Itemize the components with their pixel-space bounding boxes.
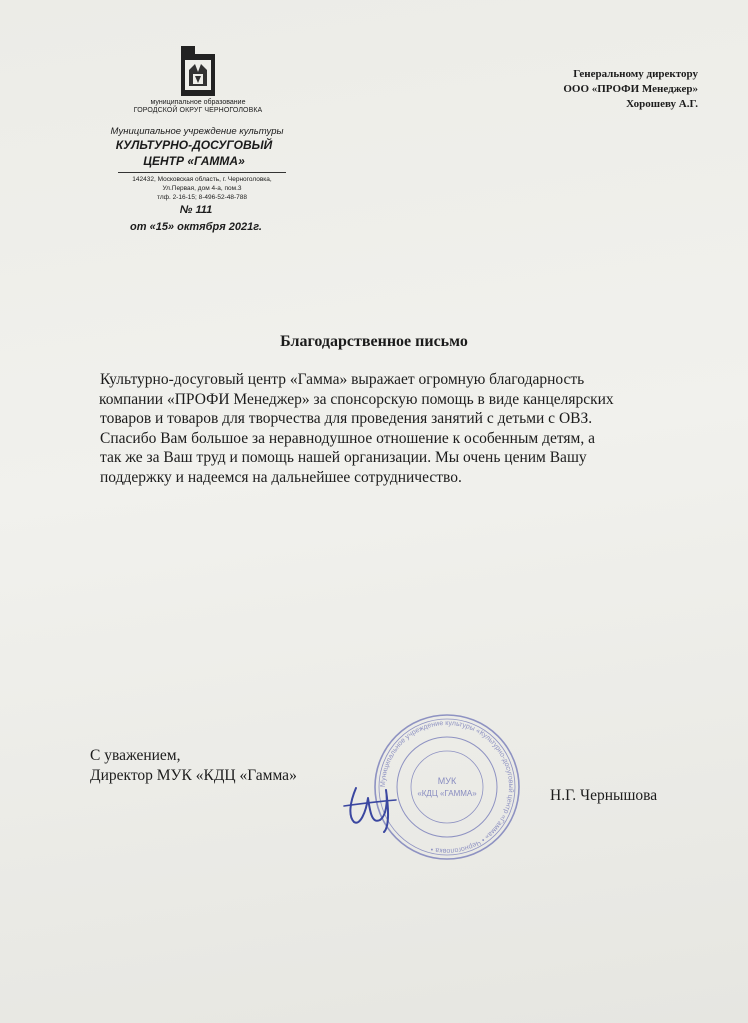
institution-name-line-2: ЦЕНТР «ГАММА» bbox=[143, 154, 245, 168]
signer-position: Директор МУК «КДЦ «Гамма» bbox=[90, 767, 297, 784]
stamp-center-line-2: «КДЦ «ГАММА» bbox=[417, 789, 477, 798]
document-number: № 111 bbox=[179, 204, 213, 216]
handwritten-signature bbox=[338, 776, 438, 834]
closing-regards: С уважением, bbox=[90, 747, 181, 764]
coat-of-arms-icon bbox=[181, 46, 215, 96]
addressee-line-3: Хорошеву А.Г. bbox=[626, 98, 698, 110]
stamp-center-line-1: МУК bbox=[437, 776, 457, 786]
body-line: Культурно-досуговый центр «Гамма» выражает огромную благодарность bbox=[100, 371, 585, 388]
municipality-line-2: ГОРОДСКОЙ ОКРУГ ЧЕРНОГОЛОВКА bbox=[133, 107, 263, 114]
municipality-line-1: муниципальное образование bbox=[150, 99, 246, 106]
stamp-ring-text: Муниципальное учреждение культуры «Культурно-досуговый центр «Гамма» • Черноголовка • bbox=[379, 719, 515, 855]
body-line: так же за Ваш труд и помощь нашей организации. Мы очень ценим Вашу bbox=[100, 449, 587, 466]
address-line-1: 142432, Московская область, г. Черноголовка, bbox=[132, 176, 272, 183]
signer-name: Н.Г. Чернышова bbox=[550, 787, 658, 804]
institution-name-line-1: КУЛЬТУРНО-ДОСУГОВЫЙ bbox=[115, 138, 273, 152]
phone-line: тлф. 2-16-15; 8-496-52-48-788 bbox=[156, 194, 248, 201]
document-date: от «15» октября 2021г. bbox=[130, 221, 262, 233]
body-line: компании «ПРОФИ Менеджер» за спонсорскую помощь в виде канцелярских bbox=[99, 390, 614, 408]
addressee-line-2: ООО «ПРОФИ Менеджер» bbox=[563, 83, 698, 95]
closing-block bbox=[90, 746, 297, 786]
addressee-line-1: Генеральному директору bbox=[573, 68, 698, 80]
institution-type: Муниципальное учреждение культуры bbox=[110, 126, 284, 137]
address-line-2: Ул.Первая, дом 4-а, пом.3 bbox=[162, 185, 242, 192]
addressee-block bbox=[563, 67, 698, 112]
body-line: Спасибо Вам большое за неравнодушное отношение к особенным детям, а bbox=[100, 429, 595, 447]
letterhead-divider bbox=[118, 172, 286, 173]
body-line: поддержку и надеемся на дальнейшее сотрудничество. bbox=[100, 468, 462, 486]
letter-title: Благодарственное письмо bbox=[280, 333, 468, 350]
letter-body bbox=[100, 370, 710, 487]
body-line: товаров и товаров для творчества для проведения занятий с детьми с ОВЗ. bbox=[100, 410, 593, 427]
